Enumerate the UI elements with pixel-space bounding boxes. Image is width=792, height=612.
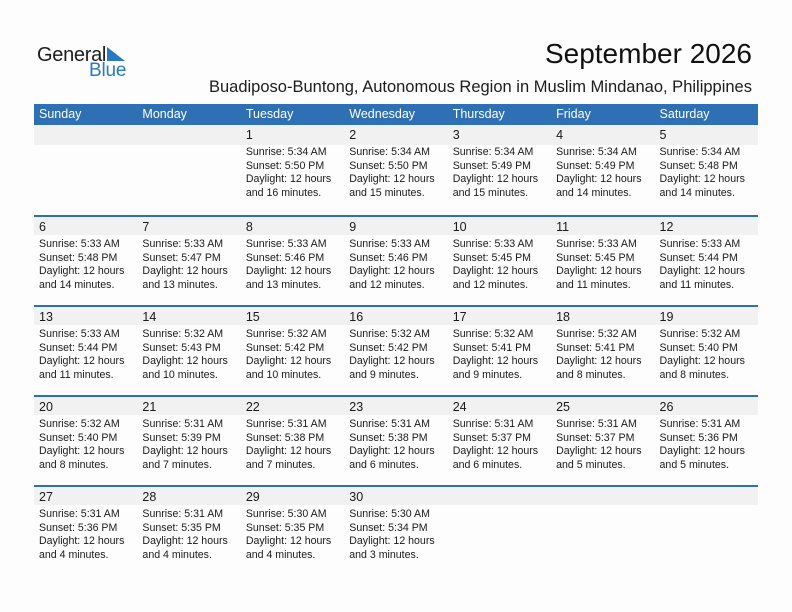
daylight-minutes: and 12 minutes. xyxy=(349,278,425,291)
day-number xyxy=(556,488,654,506)
week-row xyxy=(34,215,758,305)
sunset-time: Sunset: 5:39 PM xyxy=(142,431,221,444)
day-cell xyxy=(655,125,758,200)
daylight-hours: Daylight: 12 hours xyxy=(452,445,539,457)
sunrise-time: Sunrise: 5:30 AM xyxy=(349,508,430,520)
day-number: 15 xyxy=(245,310,260,324)
day-sun-info xyxy=(660,238,758,292)
sunset-time: Sunset: 5:35 PM xyxy=(142,521,221,534)
day-number: 24 xyxy=(452,400,467,414)
day-sun-info xyxy=(246,328,344,382)
weekday-header-saturday: Saturday xyxy=(659,107,710,121)
daylight-hours: Daylight: 12 hours xyxy=(142,355,228,367)
sunrise-time: Sunrise: 5:32 AM xyxy=(39,418,120,430)
day-cell xyxy=(344,305,447,382)
day-cell xyxy=(551,485,654,562)
daylight-minutes: and 8 minutes. xyxy=(39,458,109,471)
day-cell xyxy=(448,125,551,200)
day-number: 23 xyxy=(349,400,364,414)
daylight-hours: Daylight: 12 hours xyxy=(556,173,642,185)
daylight-minutes: and 13 minutes. xyxy=(245,278,322,291)
sunrise-time: Sunrise: 5:31 AM xyxy=(245,418,327,430)
sunset-time: Sunset: 5:50 PM xyxy=(245,159,325,172)
daylight-hours: Daylight: 12 hours xyxy=(39,535,125,547)
daylight-minutes: and 4 minutes. xyxy=(39,548,109,561)
sunset-time: Sunset: 5:37 PM xyxy=(556,431,635,444)
daylight-hours: Daylight: 12 hours xyxy=(245,173,332,185)
day-number: 14 xyxy=(142,310,157,324)
day-number: 12 xyxy=(659,220,674,234)
daylight-minutes: and 10 minutes. xyxy=(245,368,322,381)
sunset-time: Sunset: 5:47 PM xyxy=(142,251,221,264)
daylight-hours: Daylight: 12 hours xyxy=(349,535,435,547)
sunset-time: Sunset: 5:48 PM xyxy=(659,159,738,172)
sunset-time: Sunset: 5:38 PM xyxy=(349,431,428,444)
sunrise-time: Sunrise: 5:31 AM xyxy=(452,418,534,430)
sunset-time: Sunset: 5:43 PM xyxy=(142,341,221,354)
sunset-time: Sunset: 5:45 PM xyxy=(556,251,635,264)
daylight-minutes: and 8 minutes. xyxy=(556,368,626,381)
sunrise-time: Sunrise: 5:31 AM xyxy=(142,508,224,520)
day-number: 28 xyxy=(142,490,157,504)
day-number: 16 xyxy=(349,310,364,324)
sunrise-time: Sunrise: 5:33 AM xyxy=(142,238,224,250)
day-sun-info xyxy=(453,418,551,472)
day-cell xyxy=(137,485,240,562)
sunset-time: Sunset: 5:40 PM xyxy=(659,341,738,354)
day-cell xyxy=(655,305,758,382)
sunset-time: Sunset: 5:49 PM xyxy=(556,159,635,172)
day-sun-info xyxy=(349,238,447,292)
day-number: 6 xyxy=(39,220,46,234)
daylight-hours: Daylight: 12 hours xyxy=(245,265,332,277)
sunset-time: Sunset: 5:41 PM xyxy=(556,341,635,354)
day-cell xyxy=(551,395,654,472)
daylight-minutes: and 6 minutes. xyxy=(349,458,419,471)
day-cell xyxy=(34,395,137,472)
day-number xyxy=(39,126,137,144)
sunrise-time: Sunrise: 5:34 AM xyxy=(349,146,430,158)
sunrise-time: Sunrise: 5:32 AM xyxy=(142,328,224,340)
day-cell xyxy=(137,215,240,292)
sunrise-time: Sunrise: 5:31 AM xyxy=(556,418,637,430)
daylight-hours: Daylight: 12 hours xyxy=(452,173,539,185)
daylight-minutes: and 5 minutes. xyxy=(556,458,626,471)
day-cell xyxy=(655,215,758,292)
sunset-time: Sunset: 5:35 PM xyxy=(245,521,325,534)
day-number: 3 xyxy=(452,128,460,142)
day-number: 5 xyxy=(659,128,667,142)
daylight-minutes: and 15 minutes. xyxy=(452,186,529,199)
daylight-minutes: and 6 minutes. xyxy=(452,458,523,471)
daylight-hours: Daylight: 12 hours xyxy=(349,173,435,185)
page-title: September 2026 xyxy=(544,38,752,69)
day-cell xyxy=(241,215,344,292)
daylight-hours: Daylight: 12 hours xyxy=(659,173,745,185)
day-sun-info xyxy=(660,418,758,472)
daylight-hours: Daylight: 12 hours xyxy=(659,355,745,367)
day-sun-info xyxy=(556,418,654,472)
sunset-time: Sunset: 5:38 PM xyxy=(245,431,325,444)
day-sun-info xyxy=(246,508,344,562)
sunrise-time: Sunrise: 5:33 AM xyxy=(39,238,120,250)
weekday-header-tuesday: Tuesday xyxy=(245,107,294,121)
day-cell xyxy=(137,125,240,200)
daylight-hours: Daylight: 12 hours xyxy=(142,265,228,277)
daylight-hours: Daylight: 12 hours xyxy=(142,445,228,457)
daylight-minutes: and 14 minutes. xyxy=(659,186,735,199)
daylight-minutes: and 4 minutes. xyxy=(245,548,316,561)
sunrise-time: Sunrise: 5:34 AM xyxy=(452,146,534,158)
sunset-time: Sunset: 5:37 PM xyxy=(452,431,532,444)
daylight-hours: Daylight: 12 hours xyxy=(245,535,332,547)
day-number: 9 xyxy=(349,220,357,234)
day-number: 13 xyxy=(39,310,53,324)
daylight-minutes: and 12 minutes. xyxy=(452,278,529,291)
weekday-header-friday: Friday xyxy=(556,107,591,121)
location-subtitle: Buadiposo-Buntong, Autonomous Region in Muslim Mindanao, Philippines xyxy=(208,78,752,96)
day-number: 8 xyxy=(245,220,253,234)
day-cell xyxy=(241,395,344,472)
day-sun-info xyxy=(39,508,137,562)
sunrise-time: Sunrise: 5:33 AM xyxy=(659,238,741,250)
day-cell xyxy=(448,305,551,382)
day-sun-info xyxy=(246,418,344,472)
day-cell xyxy=(34,305,137,382)
day-sun-info xyxy=(349,146,447,200)
daylight-hours: Daylight: 12 hours xyxy=(39,265,125,277)
sunrise-time: Sunrise: 5:31 AM xyxy=(349,418,430,430)
sunrise-time: Sunrise: 5:32 AM xyxy=(349,328,430,340)
daylight-minutes: and 7 minutes. xyxy=(142,458,212,471)
sunrise-time: Sunrise: 5:32 AM xyxy=(452,328,534,340)
sunset-time: Sunset: 5:41 PM xyxy=(452,341,532,354)
sunset-time: Sunset: 5:34 PM xyxy=(349,521,428,534)
sunset-time: Sunset: 5:50 PM xyxy=(349,159,428,172)
sunrise-time: Sunrise: 5:34 AM xyxy=(659,146,741,158)
daylight-hours: Daylight: 12 hours xyxy=(245,355,332,367)
day-number: 25 xyxy=(556,400,571,414)
daylight-minutes: and 7 minutes. xyxy=(245,458,316,471)
weekday-header-wednesday: Wednesday xyxy=(349,107,416,121)
day-number: 22 xyxy=(245,400,260,414)
daylight-minutes: and 5 minutes. xyxy=(659,458,730,471)
day-number: 18 xyxy=(556,310,571,324)
daylight-hours: Daylight: 12 hours xyxy=(659,445,745,457)
daylight-hours: Daylight: 12 hours xyxy=(556,445,642,457)
day-cell xyxy=(241,125,344,200)
day-cell xyxy=(551,305,654,382)
sunset-time: Sunset: 5:42 PM xyxy=(245,341,325,354)
day-number: 17 xyxy=(452,310,467,324)
day-sun-info xyxy=(453,238,551,292)
day-cell xyxy=(344,395,447,472)
day-sun-info xyxy=(39,328,137,382)
day-cell xyxy=(34,215,137,292)
day-cell xyxy=(655,395,758,472)
day-sun-info xyxy=(349,418,447,472)
sunset-time: Sunset: 5:40 PM xyxy=(39,431,118,444)
week-row xyxy=(34,125,758,215)
day-cell xyxy=(34,125,137,200)
daylight-hours: Daylight: 12 hours xyxy=(39,355,125,367)
day-sun-info xyxy=(453,328,551,382)
sunset-time: Sunset: 5:46 PM xyxy=(349,251,428,264)
daylight-minutes: and 13 minutes. xyxy=(142,278,218,291)
daylight-minutes: and 9 minutes. xyxy=(349,368,419,381)
day-cell xyxy=(448,215,551,292)
day-number: 20 xyxy=(39,400,53,414)
sunrise-time: Sunrise: 5:31 AM xyxy=(659,418,741,430)
weekday-header-thursday: Thursday xyxy=(452,107,505,121)
daylight-hours: Daylight: 12 hours xyxy=(452,355,539,367)
day-number: 27 xyxy=(39,490,53,504)
sunset-time: Sunset: 5:45 PM xyxy=(452,251,532,264)
day-number: 19 xyxy=(659,310,674,324)
daylight-hours: Daylight: 12 hours xyxy=(659,265,745,277)
sunrise-time: Sunrise: 5:32 AM xyxy=(659,328,741,340)
sunrise-time: Sunrise: 5:32 AM xyxy=(245,328,327,340)
sunrise-time: Sunrise: 5:32 AM xyxy=(556,328,637,340)
sunset-time: Sunset: 5:48 PM xyxy=(39,251,118,264)
day-number: 2 xyxy=(349,128,357,142)
day-sun-info xyxy=(556,328,654,382)
sunrise-time: Sunrise: 5:33 AM xyxy=(245,238,327,250)
daylight-minutes: and 14 minutes. xyxy=(39,278,115,291)
day-sun-info xyxy=(142,508,240,562)
daylight-hours: Daylight: 12 hours xyxy=(349,355,435,367)
daylight-hours: Daylight: 12 hours xyxy=(349,445,435,457)
sunrise-time: Sunrise: 5:33 AM xyxy=(39,328,120,340)
week-row xyxy=(34,305,758,395)
day-cell xyxy=(448,395,551,472)
day-sun-info xyxy=(660,328,758,382)
daylight-hours: Daylight: 12 hours xyxy=(556,355,642,367)
day-sun-info xyxy=(39,238,137,292)
daylight-hours: Daylight: 12 hours xyxy=(245,445,332,457)
daylight-minutes: and 10 minutes. xyxy=(142,368,218,381)
logo-text-blue: Blue xyxy=(89,60,127,81)
daylight-minutes: and 11 minutes. xyxy=(556,278,631,291)
day-cell xyxy=(551,215,654,292)
sunrise-time: Sunrise: 5:34 AM xyxy=(245,146,327,158)
sunrise-time: Sunrise: 5:34 AM xyxy=(556,146,637,158)
day-number: 1 xyxy=(245,128,253,142)
day-sun-info xyxy=(660,146,758,200)
daylight-minutes: and 9 minutes. xyxy=(452,368,523,381)
day-number xyxy=(142,126,240,144)
sunrise-time: Sunrise: 5:33 AM xyxy=(349,238,430,250)
daylight-minutes: and 8 minutes. xyxy=(659,368,730,381)
sunrise-time: Sunrise: 5:33 AM xyxy=(452,238,534,250)
day-sun-info xyxy=(142,238,240,292)
sunset-time: Sunset: 5:44 PM xyxy=(659,251,738,264)
sunrise-time: Sunrise: 5:31 AM xyxy=(39,508,120,520)
day-cell xyxy=(137,395,240,472)
day-number: 7 xyxy=(142,220,150,234)
daylight-minutes: and 14 minutes. xyxy=(556,186,632,199)
daylight-hours: Daylight: 12 hours xyxy=(349,265,435,277)
daylight-minutes: and 11 minutes. xyxy=(39,368,114,381)
day-cell xyxy=(344,125,447,200)
day-cell xyxy=(137,305,240,382)
sunset-time: Sunset: 5:46 PM xyxy=(245,251,325,264)
sunrise-time: Sunrise: 5:30 AM xyxy=(245,508,327,520)
sunset-time: Sunset: 5:36 PM xyxy=(659,431,738,444)
day-sun-info xyxy=(39,418,137,472)
calendar-grid xyxy=(34,104,758,575)
day-number xyxy=(453,488,551,506)
sunrise-time: Sunrise: 5:33 AM xyxy=(556,238,637,250)
daylight-minutes: and 3 minutes. xyxy=(349,548,419,561)
day-cell xyxy=(344,215,447,292)
day-sun-info xyxy=(142,328,240,382)
daylight-minutes: and 16 minutes. xyxy=(245,186,322,199)
weekday-header-monday: Monday xyxy=(142,107,187,121)
weekday-header-row xyxy=(34,104,758,125)
day-number: 4 xyxy=(556,128,564,142)
day-sun-info xyxy=(556,238,654,292)
daylight-hours: Daylight: 12 hours xyxy=(39,445,125,457)
day-sun-info xyxy=(349,328,447,382)
weekday-header-sunday: Sunday xyxy=(39,107,82,121)
day-number: 10 xyxy=(452,220,467,234)
sunset-time: Sunset: 5:36 PM xyxy=(39,521,118,534)
daylight-hours: Daylight: 12 hours xyxy=(142,535,228,547)
day-cell xyxy=(344,485,447,562)
day-sun-info xyxy=(142,418,240,472)
day-sun-info xyxy=(246,238,344,292)
sunset-time: Sunset: 5:44 PM xyxy=(39,341,118,354)
sunrise-time: Sunrise: 5:31 AM xyxy=(142,418,224,430)
logo-text-general: General xyxy=(37,44,107,66)
day-number: 29 xyxy=(245,490,260,504)
logo-triangle-icon xyxy=(107,47,125,61)
day-cell xyxy=(241,305,344,382)
day-number: 26 xyxy=(659,400,674,414)
day-number xyxy=(660,488,758,506)
day-cell xyxy=(655,485,758,562)
day-sun-info xyxy=(556,146,654,200)
day-cell xyxy=(448,485,551,562)
sunset-time: Sunset: 5:42 PM xyxy=(349,341,428,354)
day-sun-info xyxy=(349,508,447,562)
day-sun-info xyxy=(246,146,344,200)
day-number: 30 xyxy=(349,490,364,504)
day-sun-info xyxy=(453,146,551,200)
week-row xyxy=(34,485,758,575)
day-number: 11 xyxy=(556,220,570,234)
daylight-minutes: and 4 minutes. xyxy=(142,548,212,561)
day-cell xyxy=(551,125,654,200)
daylight-hours: Daylight: 12 hours xyxy=(452,265,539,277)
generalblue-logo xyxy=(37,44,137,80)
daylight-minutes: and 15 minutes. xyxy=(349,186,425,199)
daylight-hours: Daylight: 12 hours xyxy=(556,265,642,277)
day-number: 21 xyxy=(142,400,157,414)
day-cell xyxy=(34,485,137,562)
daylight-minutes: and 11 minutes. xyxy=(659,278,735,291)
sunset-time: Sunset: 5:49 PM xyxy=(452,159,532,172)
week-row xyxy=(34,395,758,485)
day-cell xyxy=(241,485,344,562)
